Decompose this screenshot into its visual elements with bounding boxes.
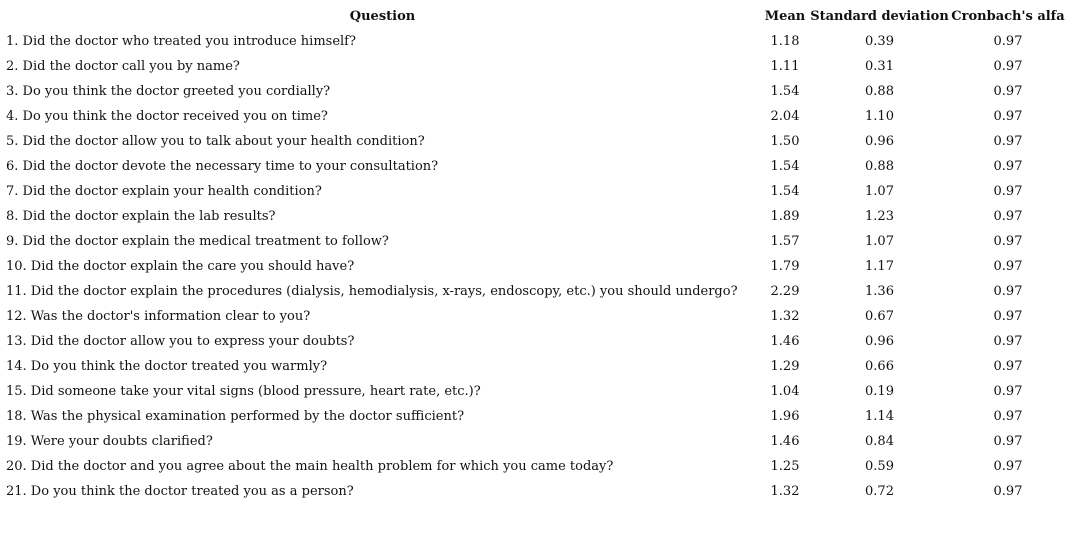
question-cell: 10. Did the doctor explain the care you should have? <box>6 259 355 274</box>
table-row <box>4 229 1066 254</box>
mean-cell: 1.54 <box>770 184 800 199</box>
cronbachs-alfa-cell: 0.97 <box>993 359 1023 374</box>
mean-cell: 1.96 <box>770 409 800 424</box>
table-row <box>4 279 1066 304</box>
standard-deviation-cell: 1.23 <box>865 209 894 224</box>
mean-cell: 1.32 <box>770 309 800 324</box>
cronbachs-alfa-cell: 0.97 <box>993 84 1023 99</box>
mean-cell: 1.46 <box>770 434 800 449</box>
cronbachs-alfa-cell: 0.97 <box>993 459 1023 474</box>
question-cell: 14. Do you think the doctor treated you warmly? <box>6 359 328 374</box>
mean-cell: 1.54 <box>770 84 800 99</box>
question-cell: 7. Did the doctor explain your health condition? <box>6 184 322 199</box>
standard-deviation-cell: 1.36 <box>865 284 894 299</box>
standard-deviation-cell: 0.67 <box>865 309 894 324</box>
cronbachs-alfa-cell: 0.97 <box>993 159 1023 174</box>
standard-deviation-cell: 0.96 <box>865 334 894 349</box>
cronbachs-alfa-cell: 0.97 <box>993 259 1023 274</box>
mean-cell: 2.04 <box>770 109 800 124</box>
table-row <box>4 429 1066 454</box>
mean-cell: 1.50 <box>770 134 800 149</box>
standard-deviation-cell: 0.96 <box>865 134 894 149</box>
table-row <box>4 29 1066 54</box>
question-cell: 13. Did the doctor allow you to express your doubts? <box>6 334 355 349</box>
question-cell: 20. Did the doctor and you agree about the main health problem for which you came today? <box>6 459 614 474</box>
mean-cell: 1.54 <box>770 159 800 174</box>
cronbachs-alfa-cell: 0.97 <box>993 184 1023 199</box>
cronbachs-alfa-cell: 0.97 <box>993 284 1023 299</box>
cronbachs-alfa-cell: 0.97 <box>993 384 1023 399</box>
cronbachs-alfa-cell: 0.97 <box>993 234 1023 249</box>
mean-cell: 1.89 <box>770 209 800 224</box>
table-row <box>4 154 1066 179</box>
table-row <box>4 129 1066 154</box>
mean-cell: 1.79 <box>770 259 800 274</box>
question-cell: 9. Did the doctor explain the medical treatment to follow? <box>6 234 389 249</box>
table-row <box>4 204 1066 229</box>
standard-deviation-cell: 0.66 <box>865 359 894 374</box>
standard-deviation-cell: 0.84 <box>865 434 894 449</box>
question-cell: 18. Was the physical examination performed by the doctor sufficient? <box>6 409 465 424</box>
standard-deviation-cell: 1.14 <box>865 409 894 424</box>
cronbachs-alfa-cell: 0.97 <box>993 109 1023 124</box>
question-cell: 1. Did the doctor who treated you introduce himself? <box>6 34 356 49</box>
mean-cell: 1.18 <box>770 34 800 49</box>
standard-deviation-cell: 0.88 <box>865 159 894 174</box>
header-standard-deviation: Standard deviation <box>810 9 949 24</box>
results-table <box>4 4 1066 504</box>
question-cell: 4. Do you think the doctor received you on time? <box>6 109 328 124</box>
mean-cell: 1.57 <box>770 234 800 249</box>
standard-deviation-cell: 0.39 <box>865 34 894 49</box>
cronbachs-alfa-cell: 0.97 <box>993 59 1023 74</box>
cronbachs-alfa-cell: 0.97 <box>993 134 1023 149</box>
question-cell: 3. Do you think the doctor greeted you cordially? <box>6 84 331 99</box>
question-cell: 5. Did the doctor allow you to talk about your health condition? <box>6 134 425 149</box>
question-cell: 21. Do you think the doctor treated you as a person? <box>6 484 354 499</box>
table-row <box>4 179 1066 204</box>
question-cell: 15. Did someone take your vital signs (blood pressure, heart rate, etc.)? <box>6 384 481 399</box>
mean-cell: 1.11 <box>770 59 800 74</box>
question-cell: 2. Did the doctor call you by name? <box>6 59 240 74</box>
cronbachs-alfa-cell: 0.97 <box>993 434 1023 449</box>
standard-deviation-cell: 1.10 <box>865 109 894 124</box>
question-cell: 11. Did the doctor explain the procedures (dialysis, hemodialysis, x-rays, endoscopy, etc.) you should undergo? <box>6 284 738 299</box>
standard-deviation-cell: 0.72 <box>865 484 894 499</box>
mean-cell: 2.29 <box>770 284 800 299</box>
table-header <box>4 4 1066 29</box>
mean-cell: 1.46 <box>770 334 800 349</box>
header-question: Question <box>349 9 416 24</box>
question-cell: 8. Did the doctor explain the lab results? <box>6 209 276 224</box>
standard-deviation-cell: 1.07 <box>865 184 894 199</box>
header-mean: Mean <box>764 9 806 24</box>
table-row <box>4 454 1066 479</box>
mean-cell: 1.29 <box>770 359 800 374</box>
table-row <box>4 104 1066 129</box>
cronbachs-alfa-cell: 0.97 <box>993 334 1023 349</box>
table-row <box>4 404 1066 429</box>
standard-deviation-cell: 0.19 <box>865 384 894 399</box>
standard-deviation-cell: 0.88 <box>865 84 894 99</box>
question-cell: 19. Were your doubts clarified? <box>6 434 213 449</box>
table-row <box>4 379 1066 404</box>
header-row <box>4 4 1066 29</box>
cronbachs-alfa-cell: 0.97 <box>993 484 1023 499</box>
question-cell: 6. Did the doctor devote the necessary time to your consultation? <box>6 159 439 174</box>
standard-deviation-cell: 1.17 <box>865 259 894 274</box>
table-row <box>4 54 1066 79</box>
table-row <box>4 79 1066 104</box>
standard-deviation-cell: 0.31 <box>865 59 894 74</box>
cronbachs-alfa-cell: 0.97 <box>993 409 1023 424</box>
header-cronbachs-alfa: Cronbach's alfa <box>951 9 1065 24</box>
mean-cell: 1.04 <box>770 384 800 399</box>
mean-cell: 1.32 <box>770 484 800 499</box>
table-row <box>4 479 1066 504</box>
cronbachs-alfa-cell: 0.97 <box>993 209 1023 224</box>
table-row <box>4 354 1066 379</box>
standard-deviation-cell: 0.59 <box>865 459 894 474</box>
cronbachs-alfa-cell: 0.97 <box>993 309 1023 324</box>
standard-deviation-cell: 1.07 <box>865 234 894 249</box>
cronbachs-alfa-cell: 0.97 <box>993 34 1023 49</box>
mean-cell: 1.25 <box>770 459 800 474</box>
table-row <box>4 329 1066 354</box>
question-cell: 12. Was the doctor's information clear to you? <box>6 309 311 324</box>
table-row <box>4 254 1066 279</box>
table-row <box>4 304 1066 329</box>
table-body <box>4 29 1066 504</box>
